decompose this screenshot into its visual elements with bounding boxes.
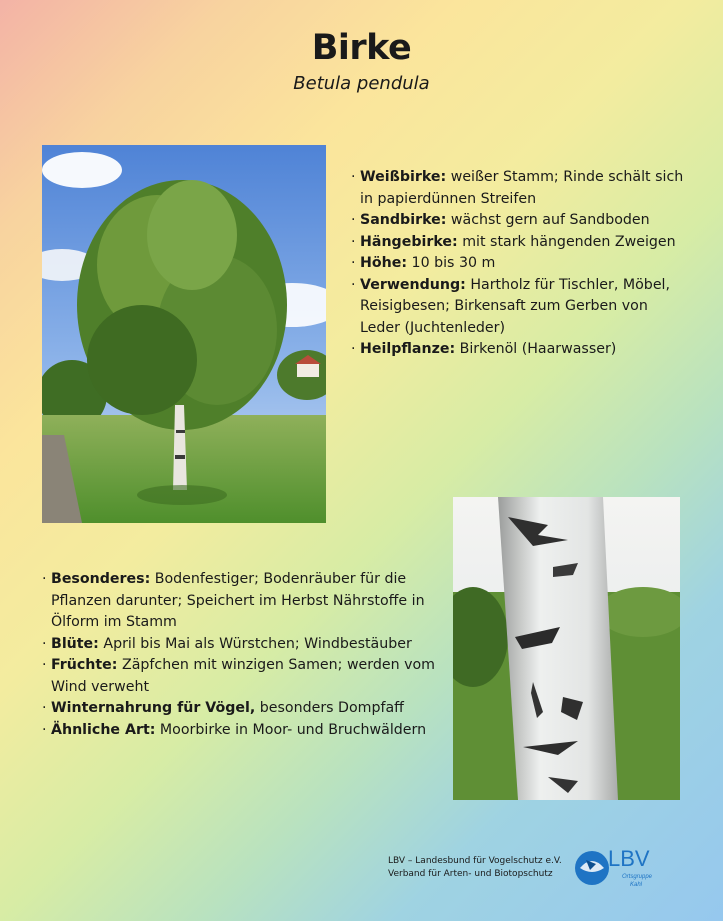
list-item bbox=[42, 720, 447, 742]
fact-text: Bodenfestiger; Bodenräuber für die Pflanzen darunter; Speichert im Herbst Nährstoffe in Ölform im Stamm bbox=[51, 571, 425, 630]
fact-label: Blüte: bbox=[51, 635, 99, 652]
bullet-icon: · bbox=[351, 341, 356, 357]
birch-tree-photo bbox=[42, 145, 326, 523]
page-subtitle: Betula pendula bbox=[293, 73, 430, 94]
fact-text: Zäpfchen mit winzigen Samen; werden vom Wind verweht bbox=[51, 657, 435, 695]
logo-subtext-1: Ortsgruppe bbox=[622, 874, 653, 880]
fact-label: Weißbirke: bbox=[360, 169, 447, 185]
fact-label: Verwendung: bbox=[360, 276, 466, 293]
bullet-icon: · bbox=[351, 276, 356, 293]
birch-bark-photo bbox=[453, 497, 680, 800]
list-item bbox=[351, 232, 691, 254]
logo-text: LBV bbox=[608, 846, 650, 871]
fact-label: Früchte: bbox=[51, 657, 118, 673]
fact-label: Sandbirke: bbox=[360, 212, 447, 228]
list-item bbox=[42, 634, 447, 656]
bullet-icon: · bbox=[42, 657, 47, 673]
fact-label: Höhe: bbox=[360, 255, 408, 271]
fact-label: Ähnliche Art: bbox=[51, 721, 156, 738]
fact-label: Besonderes: bbox=[51, 571, 151, 587]
bullet-icon: · bbox=[42, 571, 47, 587]
bullet-icon: · bbox=[351, 255, 356, 271]
list-item bbox=[42, 569, 447, 634]
bullet-icon: · bbox=[351, 233, 356, 250]
fact-text: Hartholz für Tischler, Möbel, Reisigbesen; Birkensaft zum Gerben von Leder (Juchtenleder) bbox=[360, 276, 670, 336]
fact-text: Birkenöl (Haarwasser) bbox=[455, 341, 617, 357]
fact-text: besonders Dompfaff bbox=[255, 700, 404, 716]
list-item bbox=[351, 167, 691, 210]
bullet-icon: · bbox=[42, 635, 47, 652]
facts-top-list bbox=[351, 167, 691, 361]
fact-text: 10 bis 30 m bbox=[407, 255, 496, 271]
list-item bbox=[351, 253, 691, 275]
fact-text: April bis Mai als Würstchen; Windbestäuber bbox=[98, 635, 412, 652]
fact-label: Heilpflanze: bbox=[360, 341, 456, 357]
list-item bbox=[351, 275, 691, 340]
list-item bbox=[351, 339, 691, 361]
footer-line-organization: LBV – Landesbund für Vogelschutz e.V. bbox=[388, 856, 562, 866]
logo-subtext-2: Kahl bbox=[630, 882, 643, 888]
bullet-icon: · bbox=[42, 721, 47, 738]
fact-text: mit stark hängenden Zweigen bbox=[457, 233, 676, 250]
list-item bbox=[42, 655, 447, 698]
page-title: Birke bbox=[311, 28, 412, 68]
fact-text: Moorbirke in Moor- und Bruchwäldern bbox=[155, 721, 427, 738]
fact-label: Winternahrung für Vögel, bbox=[51, 700, 256, 716]
lbv-logo bbox=[572, 842, 664, 892]
fact-text: weißer Stamm; Rinde schält sich in papierdünnen Streifen bbox=[360, 169, 684, 207]
bullet-icon: · bbox=[351, 169, 356, 185]
bullet-icon: · bbox=[351, 212, 356, 228]
footer-text bbox=[388, 855, 578, 881]
footer-line-association: Verband für Arten- und Biotopschutz bbox=[388, 869, 553, 879]
fact-text: wächst gern auf Sandboden bbox=[446, 212, 650, 228]
facts-bottom-list bbox=[42, 569, 447, 741]
bullet-icon: · bbox=[42, 700, 47, 716]
list-item bbox=[42, 698, 447, 720]
fact-label: Hängebirke: bbox=[360, 233, 458, 250]
list-item bbox=[351, 210, 691, 232]
